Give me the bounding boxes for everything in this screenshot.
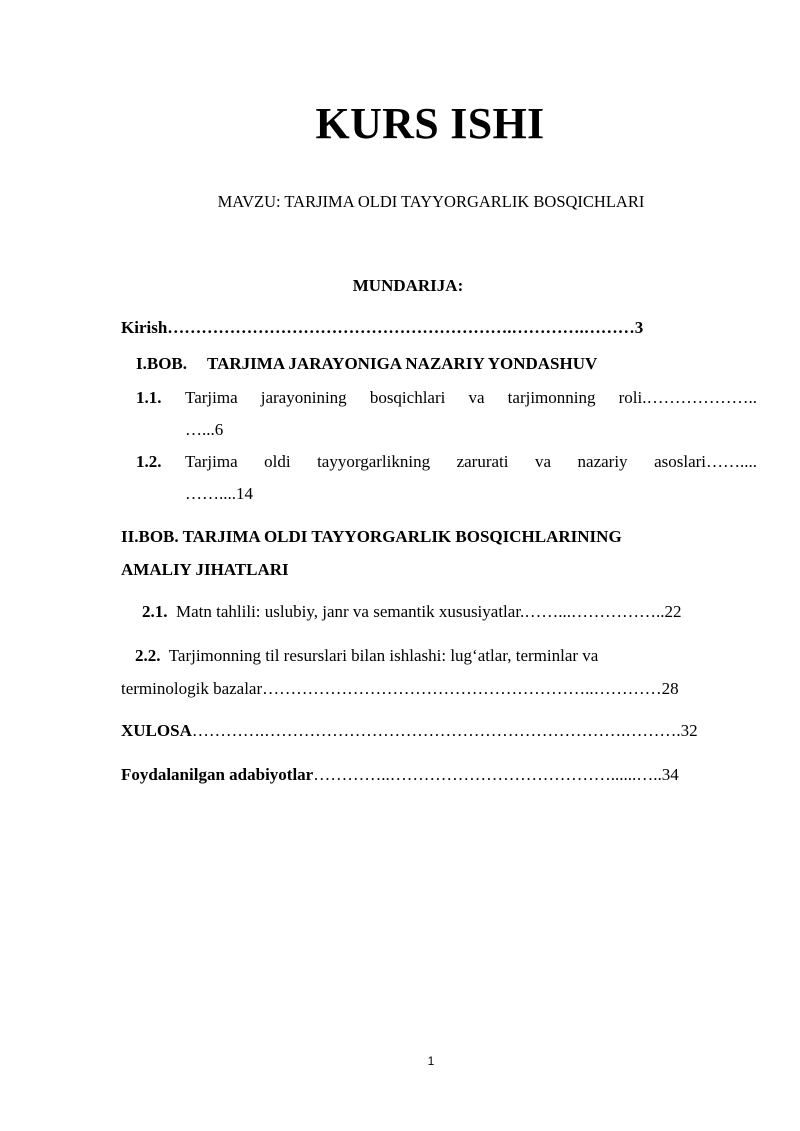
- section-1-2-page: ……....14: [185, 484, 253, 503]
- toc-entry-references: [121, 765, 679, 785]
- section-2-1-number: 2.1.: [142, 602, 168, 621]
- page-number: 1: [427, 1054, 435, 1068]
- section-1-2-number: 1.2.: [136, 452, 162, 471]
- section-2-2-number: 2.2.: [135, 646, 161, 665]
- toc-chapter-1: [136, 354, 597, 374]
- section-2-2-title-line-1: Tarjimonning til resurslari bilan ishlashi: lug‘atlar, terminlar va: [168, 646, 599, 665]
- section-1-2-title: Tarjima oldi tayyorgarlikning zarurati va nazariy asoslari……....: [185, 452, 757, 471]
- chapter-2-title-line-1: II.BOB. TARJIMA OLDI TAYYORGARLIK BOSQICHLARINING: [121, 527, 622, 546]
- chapter-1-title: TARJIMA JARAYONIGA NAZARIY YONDASHUV: [207, 354, 598, 373]
- toc-entry-section-2-1: [142, 602, 682, 622]
- section-2-2-title-line-2: terminologik bazalar…………………………………………………..…………28: [121, 679, 679, 698]
- section-1-1-title: Tarjima jarayonining bosqichlari va tarjimonning roli.………………..: [185, 388, 757, 407]
- page-title: KURS ISHI: [315, 99, 545, 148]
- section-2-1-title: Matn tahlili: uslubiy, janr va semantik xususiyatlar.……...……………..22: [176, 602, 682, 621]
- chapter-2-title-line-2: AMALIY JIHATLARI: [121, 560, 289, 579]
- section-1-1-page: …...6: [185, 420, 224, 439]
- toc-entry-section-2-2: [135, 646, 598, 666]
- references-label: Foydalanilgan adabiyotlar: [121, 765, 314, 784]
- toc-heading: MUNDARIJA:: [352, 276, 464, 295]
- chapter-1-label: I.BOB.: [136, 354, 188, 373]
- conclusion-dots-page: ………….……………………………………………………….……….32: [191, 721, 698, 740]
- toc-entry-conclusion: [121, 721, 698, 741]
- toc-entry-intro: Kirish…………………………………………………….………….………3: [121, 318, 644, 337]
- section-1-1-number: 1.1.: [136, 388, 162, 407]
- conclusion-label: XULOSA: [121, 721, 192, 740]
- references-dots-page: …………..…………………………………......…..34: [313, 765, 679, 784]
- topic-subtitle: MAVZU: TARJIMA OLDI TAYYORGARLIK BOSQICHLARI: [217, 192, 645, 211]
